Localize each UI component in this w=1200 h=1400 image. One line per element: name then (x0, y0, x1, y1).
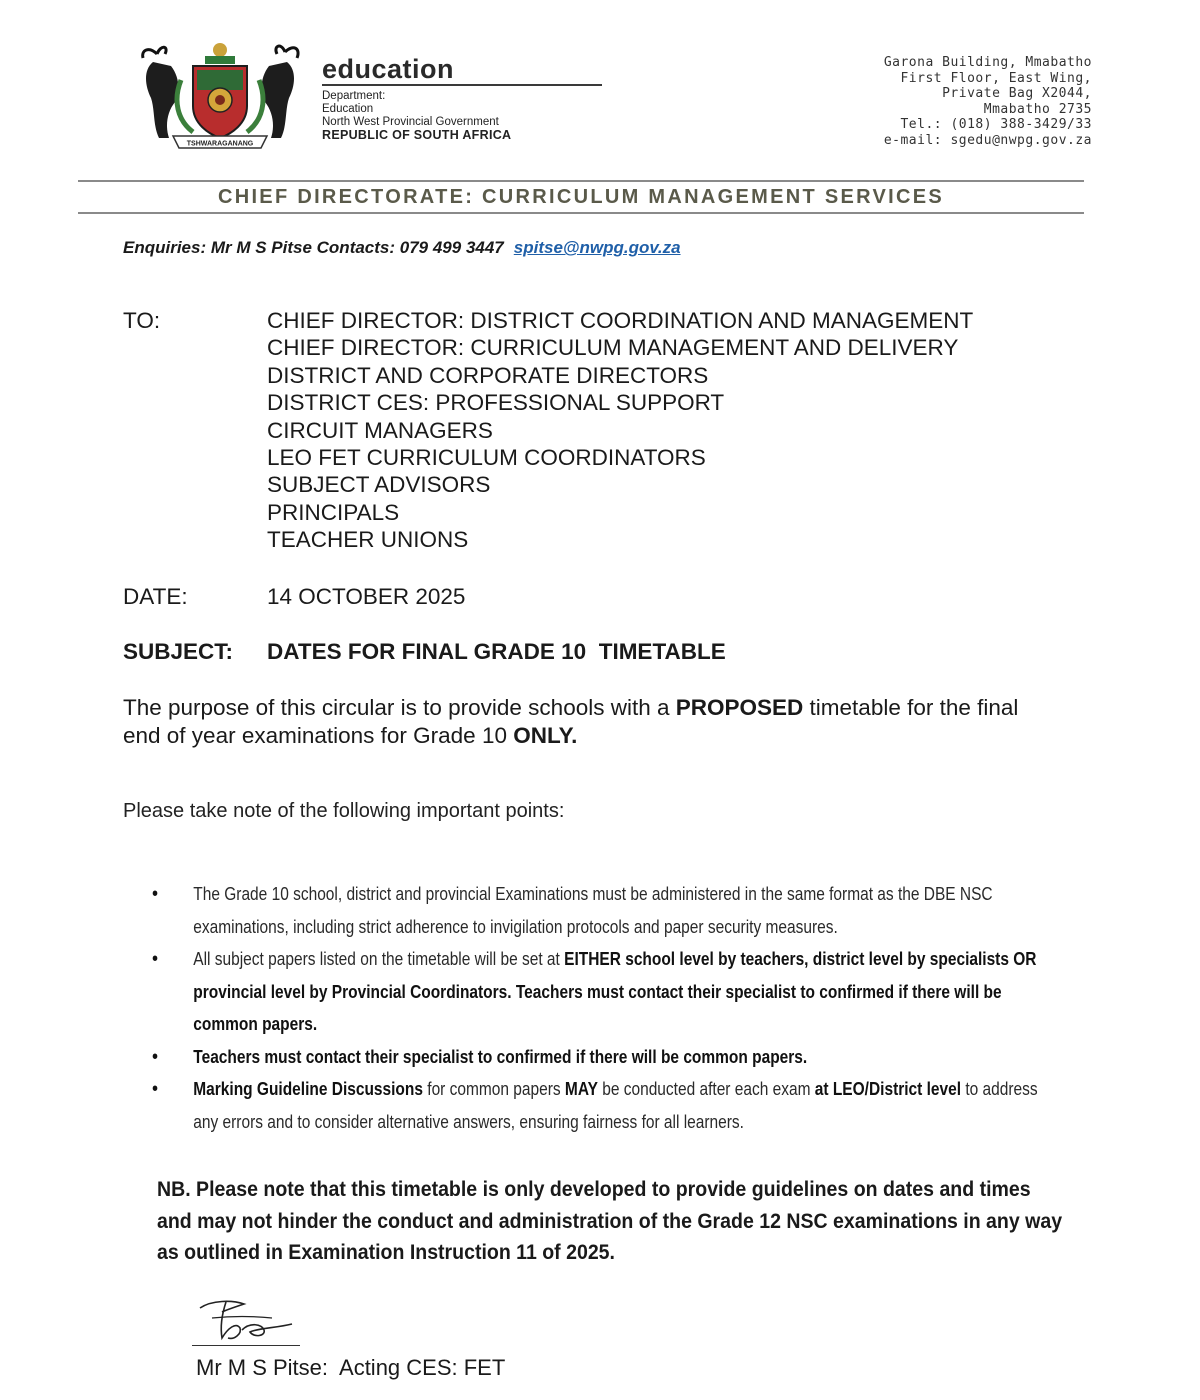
purpose-bold: PROPOSED (675, 695, 804, 720)
recipient-item: SUBJECT ADVISORS (267, 472, 491, 498)
recipient-item: DISTRICT CES: PROFESSIONAL SUPPORT (267, 390, 725, 416)
banner-rule-bottom (78, 212, 1084, 214)
bullet-bold: Marking Guideline Discussions (193, 1079, 423, 1099)
recipient-item: DISTRICT AND CORPORATE DIRECTORS (267, 362, 709, 388)
enquiries-text: Enquiries: Mr M S Pitse Contacts: 079 499 3447 (123, 238, 504, 257)
department-line: Department: (322, 90, 386, 102)
department-line: Education (322, 103, 374, 115)
address-line: First Floor, East Wing, (900, 70, 1092, 86)
recipient-item: CHIEF DIRECTOR: DISTRICT COORDINATION AND MANAGEMENT (267, 308, 974, 333)
department-rule (322, 84, 602, 86)
signoff-line: Mr M S Pitse: Acting CES: FET (196, 1355, 506, 1380)
bullet-bold: EITHER school level by teachers, district level by specialists OR provincial level by Provincial Coordinators. Teachers must contact their specialist to confirmed if there will be common papers. (193, 949, 1037, 1034)
date-value: 14 OCTOBER 2025 (267, 584, 466, 609)
directorate-banner: CHIEF DIRECTORATE: CURRICULUM MANAGEMENT SERVICES (217, 186, 945, 208)
to-label: TO: (123, 308, 161, 333)
recipient-item: PRINCIPALS (267, 499, 400, 525)
bullet-text: be conducted after each exam (597, 1079, 815, 1099)
bullet-text: The Grade 10 school, district and provincial Examinations must be administered in the same format as the DBE NSC examinations, including strict adherence to invigilation protocols and paper security measures. (193, 884, 993, 937)
banner-rule-top (78, 180, 1084, 182)
purpose-bold: ONLY. (513, 723, 578, 748)
address-block (884, 55, 1092, 148)
subject-label: SUBJECT: (123, 639, 234, 664)
department-line: North West Provincial Government (322, 116, 499, 128)
crest-motto: TSHWARAGANANG (186, 140, 254, 148)
recipient-item: CHIEF DIRECTOR: CURRICULUM MANAGEMENT AND DELIVERY (267, 335, 959, 361)
bullet-text: for common papers (422, 1079, 565, 1099)
address-line: Mmabatho 2735 (983, 101, 1092, 117)
list-item (152, 943, 1053, 1041)
address-line: e-mail: sgedu@nwpg.gov.za (883, 132, 1092, 148)
recipient-item: CIRCUIT MANAGERS (267, 417, 493, 443)
address-line: Private Bag X2044, (942, 86, 1092, 101)
enquiries-line (123, 238, 681, 258)
coat-of-arms-icon (135, 40, 305, 152)
bullet-bold: MAY (564, 1079, 598, 1099)
department-word: education (322, 54, 455, 84)
purpose-text: The purpose of this circular is to provide schools with a (123, 695, 676, 720)
list-item (152, 878, 1053, 943)
purpose-text: timetable for the final end of year examinations for Grade 10 (123, 695, 1019, 748)
bullet-bold: Teachers must contact their specialist to confirmed if there will be common papers. (193, 1046, 808, 1067)
department-block (322, 54, 612, 142)
address-line: Tel.: (018) 388-3429/33 (900, 117, 1092, 132)
list-item (152, 1073, 1053, 1138)
recipient-item: TEACHER UNIONS (267, 527, 469, 553)
date-label: DATE: (123, 584, 188, 609)
bullet-bold: at LEO/District level (814, 1079, 962, 1099)
nb-paragraph: NB. Please note that this timetable is only developed to provide guidelines on dates and times and may not hinder the conduct and administration of the Grade 12 NSC examinations in any way as outlined in Examination Instruction 11 of 2025. (157, 1178, 1063, 1264)
purpose-paragraph (123, 694, 1053, 750)
note-line: Please take note of the following important points: (123, 800, 565, 822)
recipient-item: LEO FET CURRICULUM COORDINATORS (267, 445, 706, 471)
recipient-list (267, 307, 973, 554)
enquiries-email-link[interactable]: spitse@nwpg.gov.za (513, 238, 681, 257)
bullet-text: to address any errors and to consider alternative answers, ensuring fairness for all learners. (193, 1079, 1038, 1132)
address-line: Garona Building, Mmabatho (883, 55, 1092, 70)
signature-icon (192, 1294, 302, 1348)
important-points-list (152, 878, 1038, 1138)
list-item (152, 1041, 1053, 1074)
signature-rule (192, 1345, 300, 1346)
subject-value: DATES FOR FINAL GRADE 10 TIMETABLE (267, 639, 726, 664)
department-line: REPUBLIC OF SOUTH AFRICA (322, 128, 512, 142)
bullet-text: All subject papers listed on the timetable will be set at (193, 949, 565, 969)
